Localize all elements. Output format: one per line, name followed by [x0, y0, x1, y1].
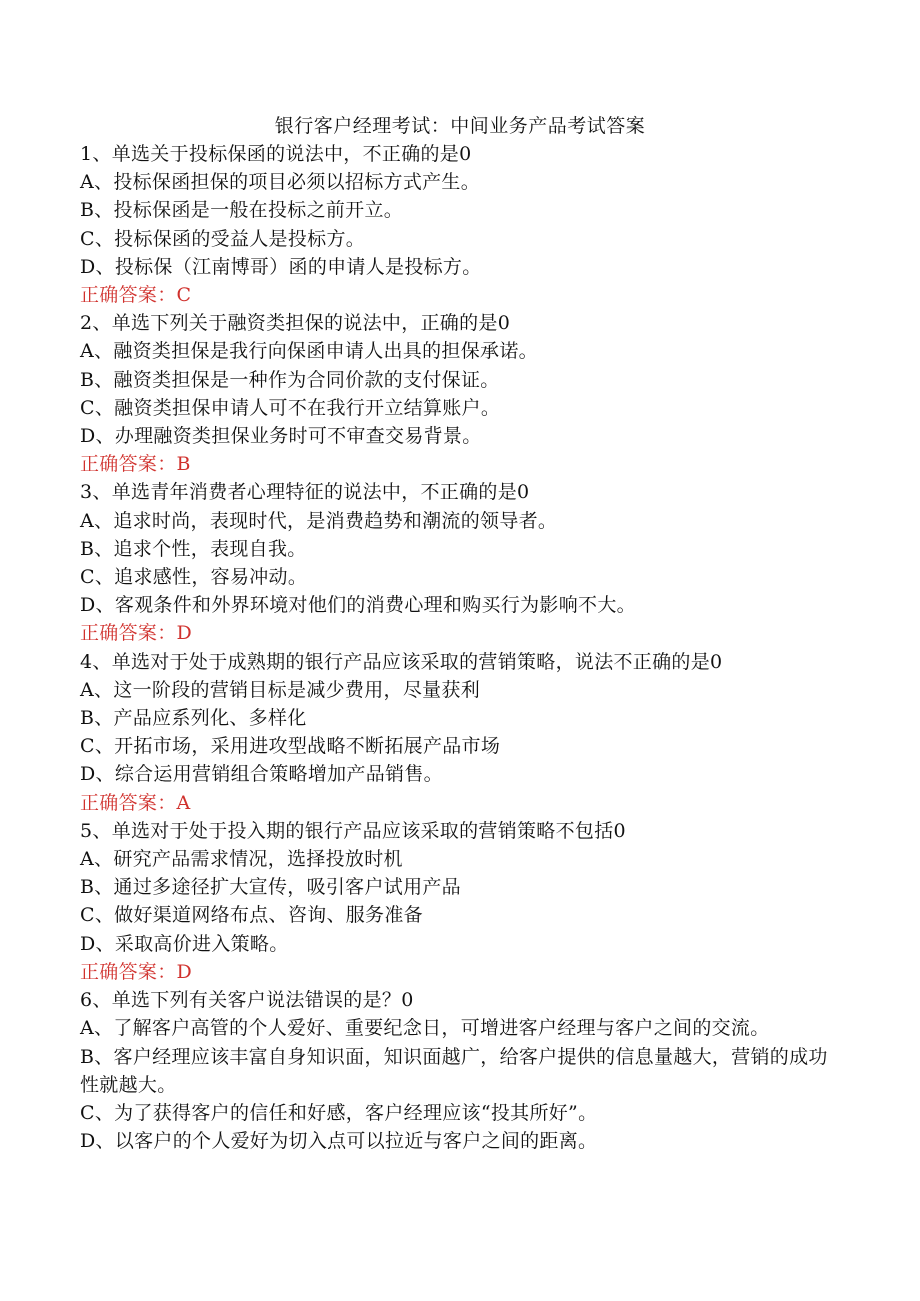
correct-answer: 正确答案：C — [80, 284, 192, 307]
question-stem: 4、单选对于处于成熟期的银行产品应该采取的营销策略，说法不正确的是0 — [80, 650, 723, 673]
option-c: C、开拓市场，采用进攻型战略不断拓展产品市场 — [80, 735, 501, 758]
option-b: B、通过多途径扩大宣传，吸引客户试用产品 — [80, 876, 461, 899]
option-b: B、追求个性，表现自我。 — [80, 537, 307, 560]
option-b: B、融资类担保是一种作为合同价款的支付保证。 — [80, 368, 500, 391]
question-5 — [80, 817, 832, 986]
option-b: B、客户经理应该丰富自身知识面，知识面越广，给客户提供的信息量越大，营销的成功性就越大。 — [80, 1045, 828, 1096]
correct-answer: 正确答案：B — [80, 453, 191, 476]
option-c: C、追求感性，容易冲动。 — [80, 566, 308, 589]
correct-answer: 正确答案：D — [80, 622, 193, 645]
correct-answer: 正确答案：A — [80, 791, 191, 814]
question-stem: 1、单选关于投标保函的说法中，不正确的是0 — [80, 143, 472, 165]
option-c: C、融资类担保申请人可不在我行开立结算账户。 — [80, 396, 501, 419]
correct-answer: 正确答案：D — [80, 960, 193, 983]
question-4 — [80, 648, 832, 817]
option-d: D、以客户的个人爱好为切入点可以拉近与客户之间的距离。 — [80, 1130, 598, 1153]
question-6 — [80, 986, 832, 1155]
question-2 — [80, 309, 832, 478]
question-1 — [80, 140, 832, 309]
question-stem: 2、单选下列关于融资类担保的说法中，正确的是0 — [80, 312, 511, 335]
option-d: D、投标保（江南博哥）函的申请人是投标方。 — [80, 255, 482, 278]
question-list — [80, 140, 832, 1155]
question-3 — [80, 478, 832, 647]
option-a: A、投标保函担保的项目必须以招标方式产生。 — [80, 171, 481, 194]
option-a: A、这一阶段的营销目标是减少费用，尽量获利 — [80, 678, 481, 701]
option-a: A、了解客户高管的个人爱好、重要纪念日，可增进客户经理与客户之间的交流。 — [80, 1017, 770, 1040]
option-a: A、融资类担保是我行向保函申请人出具的担保承诺。 — [80, 340, 538, 363]
option-b: B、投标保函是一般在投标之前开立。 — [80, 199, 404, 222]
option-a: A、研究产品需求情况，选择投放时机 — [80, 848, 403, 871]
option-c: C、投标保函的受益人是投标方。 — [80, 227, 366, 250]
option-a: A、追求时尚，表现时代，是消费趋势和潮流的领导者。 — [80, 509, 558, 532]
option-d: D、客观条件和外界环境对他们的消费心理和购买行为影响不大。 — [80, 594, 636, 617]
option-c: C、做好渠道网络布点、咨询、服务准备 — [80, 904, 423, 927]
option-d: D、办理融资类担保业务时可不审查交易背景。 — [80, 425, 482, 448]
option-d: D、综合运用营销组合策略增加产品销售。 — [80, 763, 443, 786]
option-c: C、为了获得客户的信任和好感，客户经理应该“投其所好”。 — [80, 1101, 598, 1124]
question-stem: 6、单选下列有关客户说法错误的是？0 — [80, 989, 414, 1012]
document-title: 银行客户经理考试：中间业务产品考试答案 — [274, 115, 646, 137]
question-stem: 3、单选青年消费者心理特征的说法中，不正确的是0 — [80, 481, 530, 504]
question-stem: 5、单选对于处于投入期的银行产品应该采取的营销策略不包括0 — [80, 819, 626, 842]
option-d: D、采取高价进入策略。 — [80, 932, 289, 955]
option-b: B、产品应系列化、多样化 — [80, 707, 307, 730]
